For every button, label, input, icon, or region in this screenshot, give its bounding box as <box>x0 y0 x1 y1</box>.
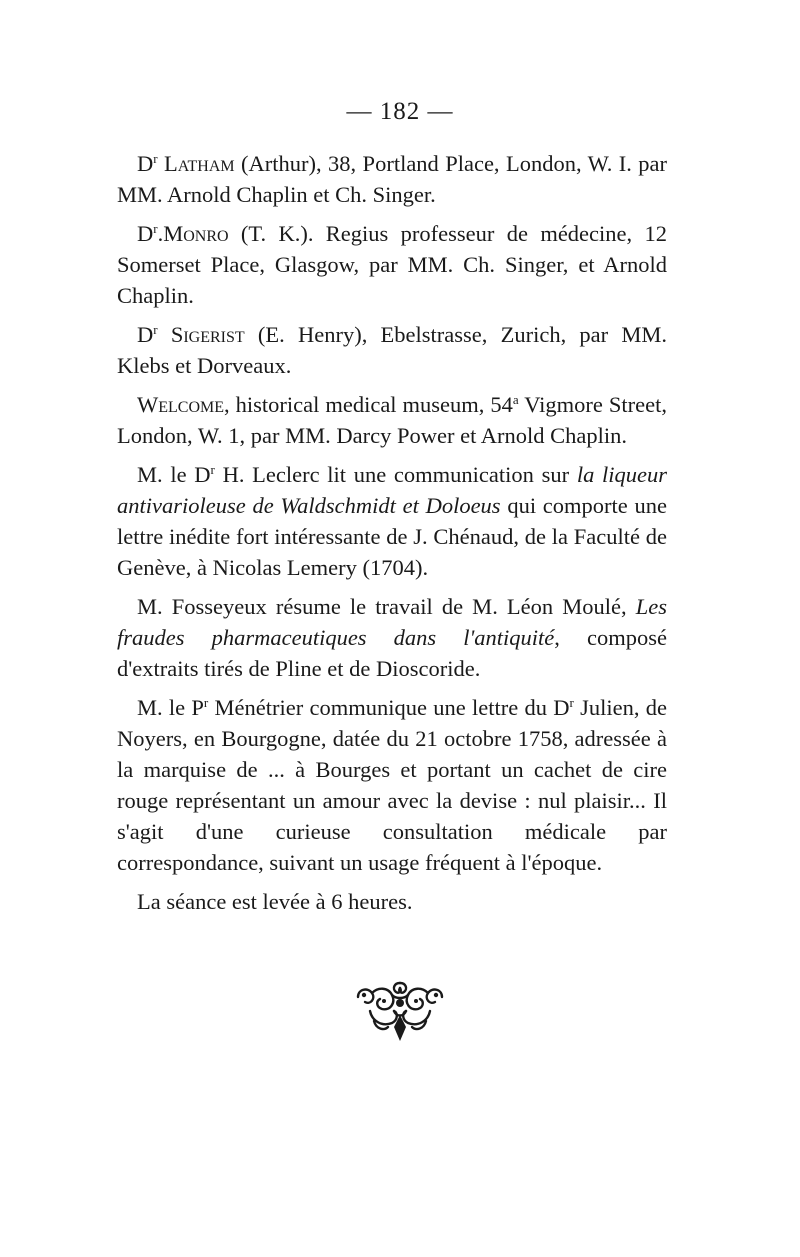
member-details: (Arthur), 38, Portland Place, London, W. I. par MM. Arnold Chaplin et Ch. Singer. <box>117 151 668 207</box>
member-entry-sigerist <box>117 319 667 381</box>
title-abbrev: $D^r$ <box>137 221 158 246</box>
member-entry-welcome <box>117 389 667 451</box>
title-abbrev: $D^r$ <box>137 151 158 176</box>
title-abbrev: $D^r$ <box>194 462 215 487</box>
closing-line: La séance est levée à 6 heures. <box>137 889 413 914</box>
text-prefix: M. le <box>137 695 192 720</box>
member-name: Latham <box>164 151 235 176</box>
member-details-b: Vigmore Street, London, W. 1, par MM. Darcy Power et Arnold Chaplin. <box>117 392 667 448</box>
text-b: , composé d'extraits tirés de Pline et de Dioscoride. <box>117 625 667 681</box>
text-a: H. Leclerc lit une communication sur <box>214 462 577 487</box>
work-title: Les fraudes pharmaceutiques dans l'antiquité <box>117 594 667 650</box>
member-entry-monro: $D^r.Monro$ (T. K.). Regius professeur de médecine, 12 Somerset Place, Glasgow, par MM. Ch. Singer, et Arnold Chaplin. <box>117 221 667 308</box>
title-sup: r <box>153 221 158 236</box>
title-sup: r <box>153 322 158 337</box>
body-text <box>117 148 667 925</box>
title-abbrev: $D^r$ <box>137 322 158 347</box>
text-prefix: M. le <box>137 462 195 487</box>
member-details: (T. K.). Regius professeur de médecine, 12 Somerset Place, Glasgow, par MM. Ch. Singer, et Arnold Chaplin. <box>117 221 667 308</box>
member-name: Sigerist <box>170 322 245 347</box>
member-entry-latham <box>117 148 667 210</box>
title-abbrev: $D^r$ <box>553 695 574 720</box>
text-a: Ménétrier communique une lettre du <box>208 695 554 720</box>
page-number: — 182 — <box>346 98 454 125</box>
paragraph-leclerc <box>117 459 667 583</box>
member-details-a: , historical medical museum, 54 <box>224 392 513 417</box>
title-sup: r <box>203 695 209 710</box>
title-sup: r <box>569 695 574 710</box>
text-a: M. Fosseyeux résume le travail de M. Léon Moulé, <box>137 594 636 619</box>
fleuron-ornament-icon <box>350 975 450 1045</box>
member-details: (E. Henry), Ebelstrasse, Zurich, par MM. Klebs et Dorveaux. <box>117 322 668 378</box>
paragraph-fosseyeux <box>117 591 667 684</box>
member-name: Welcome <box>137 392 225 417</box>
paragraph-menetrier <box>117 692 667 878</box>
text-b: qui comporte une lettre inédite fort intéressante de J. Chénaud, de la Faculté de Genève, à Nicolas Lemery (1704). <box>117 493 667 580</box>
work-title: la liqueur antivarioleuse de Waldschmidt et Doloeus <box>117 462 668 518</box>
title-sup: r <box>153 151 158 166</box>
ordinal-sup: a <box>512 392 519 407</box>
text-b: Julien, de Noyers, en Bourgogne, datée du 21 octobre 1758, adressée à la marquise de ... à Bourges et portant un cachet de cire rouge représentant un amour avec la devise : nul plaisir... Il s'agit d'une curieuse consultation médicale par correspondance, suivant un usage fréquent à l'époque. <box>117 695 668 875</box>
title-abbrev: $P^r$ <box>191 695 209 720</box>
title-sup: r <box>210 462 215 477</box>
member-name: Monro <box>163 221 229 246</box>
